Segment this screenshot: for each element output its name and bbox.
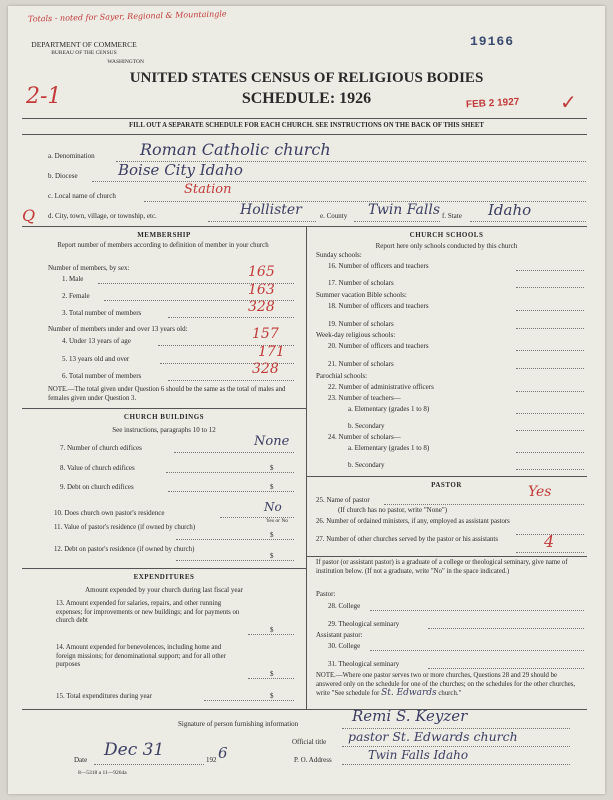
date-line	[94, 764, 204, 765]
diocese-value: Boise City Idaho	[118, 161, 243, 179]
q10-label: 10. Does church own pastor's residence	[54, 509, 165, 517]
red-checkmark: ✓	[560, 92, 577, 114]
q6-line	[168, 380, 294, 381]
q25-value: Yes	[528, 484, 552, 500]
census-schedule-page	[8, 6, 605, 794]
membership-note: NOTE.—The total given under Question 6 should be the same as the total of males and females given under Question 3.	[48, 386, 286, 402]
official-title-label: Official title	[292, 738, 327, 746]
rule-buildings	[22, 408, 306, 409]
rule-footer	[22, 709, 587, 710]
expenditures-heading: EXPENDITURES	[133, 573, 195, 581]
date-label: Date	[74, 756, 88, 764]
q31-label: 31. Theological seminary	[328, 660, 400, 668]
q27-line	[516, 552, 584, 553]
department-block	[24, 40, 144, 67]
q20-label: 20. Number of officers and teachers	[328, 342, 429, 350]
local-name-label: c. Local name of church	[48, 192, 116, 200]
q24a-label: a. Elementary (grades 1 to 8)	[348, 444, 430, 452]
q24-label: 24. Number of scholars—	[328, 433, 401, 441]
q11-label: 11. Value of pastor's residence (if owned by church)	[54, 524, 196, 531]
graduate-note: If pastor (or assistant pastor) is a graduate of a college or theological seminary, give name of institution below. (If not a graduate, write "No" in the space indicated.)	[316, 559, 568, 575]
q2-label: 2. Female	[62, 292, 90, 300]
q8-label: 8. Value of church edifices	[60, 464, 135, 472]
q23a-line	[516, 413, 584, 414]
q13-dollar: $	[270, 626, 274, 634]
q3-value: 328	[248, 299, 275, 315]
rule-graduate	[306, 556, 587, 557]
county-value: Twin Falls	[368, 202, 441, 218]
pastor-note	[316, 672, 584, 699]
q10-hint: Yes or No	[266, 518, 289, 524]
form-title: UNITED STATES CENSUS OF RELIGIOUS BODIES	[129, 70, 484, 86]
schools-heading: CHURCH SCHOOLS	[409, 231, 484, 239]
form-schedule: SCHEDULE: 1926	[241, 90, 372, 107]
q9-line	[168, 491, 294, 492]
rule-pastor	[306, 476, 587, 477]
q21-line	[516, 368, 584, 369]
q23a-label: a. Elementary (grades 1 to 8)	[348, 405, 430, 413]
rule-top	[22, 118, 587, 119]
q4-value: 157	[252, 326, 279, 342]
q20-line	[516, 350, 584, 351]
q12-label: 12. Debt on pastor's residence (if owned by church)	[54, 546, 195, 553]
q1-value: 165	[248, 264, 275, 280]
top-handwritten-note: Totals - noted for Sayer, Regional & Mountaingle	[27, 9, 227, 24]
q3-label: 3. Total number of members	[62, 309, 142, 317]
diocese-label: b. Diocese	[48, 172, 78, 180]
department-name: DEPARTMENT OF COMMERCE	[31, 40, 137, 49]
denomination-value: Roman Catholic church	[140, 140, 331, 159]
q23b-line	[516, 430, 584, 431]
q10-value: No	[264, 500, 282, 514]
margin-mark: 2-1	[26, 84, 62, 109]
q27-label: 27. Number of other churches served by the pastor or his assistants	[316, 536, 498, 543]
q18-label: 18. Number of officers and teachers	[328, 302, 429, 310]
q16-label: 16. Number of officers and teachers	[328, 262, 429, 270]
sunday-label: Sunday schools:	[316, 251, 362, 259]
q9-label: 9. Debt on church edifices	[60, 483, 134, 491]
q7-line	[174, 452, 294, 453]
q3-line	[168, 317, 294, 318]
q8-line	[166, 472, 294, 473]
city-label: d. City, town, village, or township, etc.	[48, 212, 157, 220]
pastor-note-fill: St. Edwards	[381, 688, 437, 698]
q21-label: 21. Number of scholars	[328, 360, 394, 368]
q24b-label: b. Secondary	[348, 461, 385, 469]
date-value: Dec 31	[104, 740, 165, 760]
local-name-value: Station	[184, 182, 232, 197]
bureau-city: WASHINGTON	[107, 59, 144, 65]
q11-dollar: $	[270, 531, 274, 539]
po-address-label: P. O. Address	[294, 756, 332, 764]
county-label: e. County	[320, 212, 348, 220]
year-prefix: 192	[206, 756, 217, 764]
membership-heading: MEMBERSHIP	[137, 231, 191, 239]
q29-label: 29. Theological seminary	[328, 620, 400, 628]
q16-line	[516, 270, 584, 271]
q2-value: 163	[248, 282, 275, 298]
q26-label: 26. Number of ordained ministers, if any, employed as assistant pastors	[316, 518, 510, 525]
print-code: 8—5318 a 11—9264a	[78, 770, 127, 776]
q24b-line	[516, 469, 584, 470]
q23-label: 23. Number of teachers—	[328, 394, 401, 402]
parochial-label: Parochial schools:	[316, 372, 368, 380]
official-title-value: pastor St. Edwards church	[348, 729, 518, 744]
q14-dollar: $	[270, 670, 274, 678]
q7-label: 7. Number of church edifices	[60, 444, 142, 452]
q6-value: 328	[252, 361, 279, 377]
q15-label: 15. Total expenditures during year	[56, 692, 152, 700]
q25-label: 25. Name of pastor	[316, 496, 370, 504]
q9-dollar: $	[270, 483, 274, 491]
q29-line	[428, 628, 584, 629]
members-by-sex-label: Number of members, by sex:	[48, 264, 130, 272]
po-address-value: Twin Falls Idaho	[368, 748, 469, 762]
q1-label: 1. Male	[62, 275, 84, 283]
signature-value: Remi S. Keyzer	[352, 707, 468, 725]
assistant-label: Assistant pastor:	[316, 631, 363, 639]
q31-line	[428, 668, 584, 669]
signature-label: Signature of person furnishing information	[178, 720, 299, 728]
q7-value: None	[254, 434, 290, 449]
state-label: f. State	[442, 212, 462, 220]
q5-value: 171	[258, 344, 285, 360]
q14-line	[248, 678, 294, 679]
county-line	[354, 221, 440, 222]
q19-line	[516, 328, 584, 329]
q22-label: 22. Number of administrative officers	[328, 383, 434, 391]
expenditures-intro: Amount expended by your church during last fiscal year	[85, 586, 243, 594]
margin-q-mark: Q	[22, 206, 36, 225]
q27-value: 4	[544, 532, 555, 551]
q13-line	[248, 634, 294, 635]
buildings-heading: CHURCH BUILDINGS	[123, 413, 205, 421]
pastor-note-end: church."	[438, 690, 462, 697]
q25-subnote: (If church has no pastor, write "None")	[338, 506, 448, 514]
bureau-name: BUREAU OF THE CENSUS	[51, 50, 117, 56]
q15-line	[204, 700, 294, 701]
q19-label: 19. Number of scholars	[328, 320, 394, 328]
age-intro-label: Number of members under and over 13 years old:	[48, 325, 188, 333]
rule-identity	[22, 226, 587, 227]
q17-label: 17. Number of scholars	[328, 279, 394, 287]
q14-label: 14. Amount expended for benevolences, including home and foreign missions; for denominational support; and for all other purposes	[56, 644, 226, 668]
q22-line	[516, 391, 584, 392]
q8-dollar: $	[270, 464, 274, 472]
q6-label: 6. Total number of members	[62, 372, 142, 380]
city-line	[208, 221, 316, 222]
q30-line	[370, 650, 584, 651]
state-value: Idaho	[488, 201, 532, 219]
q28-line	[370, 610, 584, 611]
q24a-line	[516, 452, 584, 453]
schools-intro: Report here only schools conducted by this church	[375, 242, 518, 250]
q13-label: 13. Amount expended for salaries, repairs, and other running expenses; for improvements or new buildings; and for payments on church debt	[56, 600, 240, 624]
year-value: 6	[218, 744, 228, 762]
q25-line	[384, 504, 584, 505]
column-divider	[306, 226, 307, 709]
q30-label: 30. College	[328, 642, 361, 650]
q4-label: 4. Under 13 years of age	[62, 337, 131, 345]
q11-line	[176, 539, 294, 540]
instruction-line: FILL OUT A SEPARATE SCHEDULE FOR EACH CHURCH. SEE INSTRUCTIONS ON THE BACK OF THIS SHEET	[129, 122, 484, 129]
denomination-label: a. Denomination	[48, 152, 95, 160]
q12-dollar: $	[270, 552, 274, 560]
summer-label: Summer vacation Bible schools:	[316, 291, 407, 299]
rule-instruction	[22, 134, 587, 135]
q15-dollar: $	[270, 692, 274, 700]
membership-intro: Report number of members according to definition of member in your church	[57, 242, 269, 249]
q17-line	[516, 287, 584, 288]
q5-label: 5. 13 years old and over	[62, 355, 130, 363]
received-stamp: FEB 2 1927	[465, 96, 520, 111]
weekday-label: Week-day religious schools:	[316, 331, 396, 339]
q28-label: 28. College	[328, 602, 361, 610]
state-line	[470, 221, 586, 222]
official-title-line	[342, 746, 570, 747]
rule-expenditures	[22, 568, 306, 569]
pastor-label: Pastor:	[316, 590, 336, 598]
q23b-label: b. Secondary	[348, 422, 385, 430]
q12-line	[176, 560, 294, 561]
pastor-heading: PASTOR	[431, 481, 462, 489]
city-value: Hollister	[240, 202, 302, 218]
buildings-intro: See instructions, paragraphs 10 to 12	[112, 426, 216, 434]
pastor-note-text: NOTE.—Where one pastor serves two or more churches, Questions 28 and 29 should be answered only on the schedule for one of the churches; on the schedules for the other churches, write "See schedule for	[316, 672, 576, 697]
q18-line	[516, 310, 584, 311]
form-number: 19166	[470, 34, 515, 49]
diocese-line	[92, 181, 586, 182]
po-address-line	[342, 764, 570, 765]
